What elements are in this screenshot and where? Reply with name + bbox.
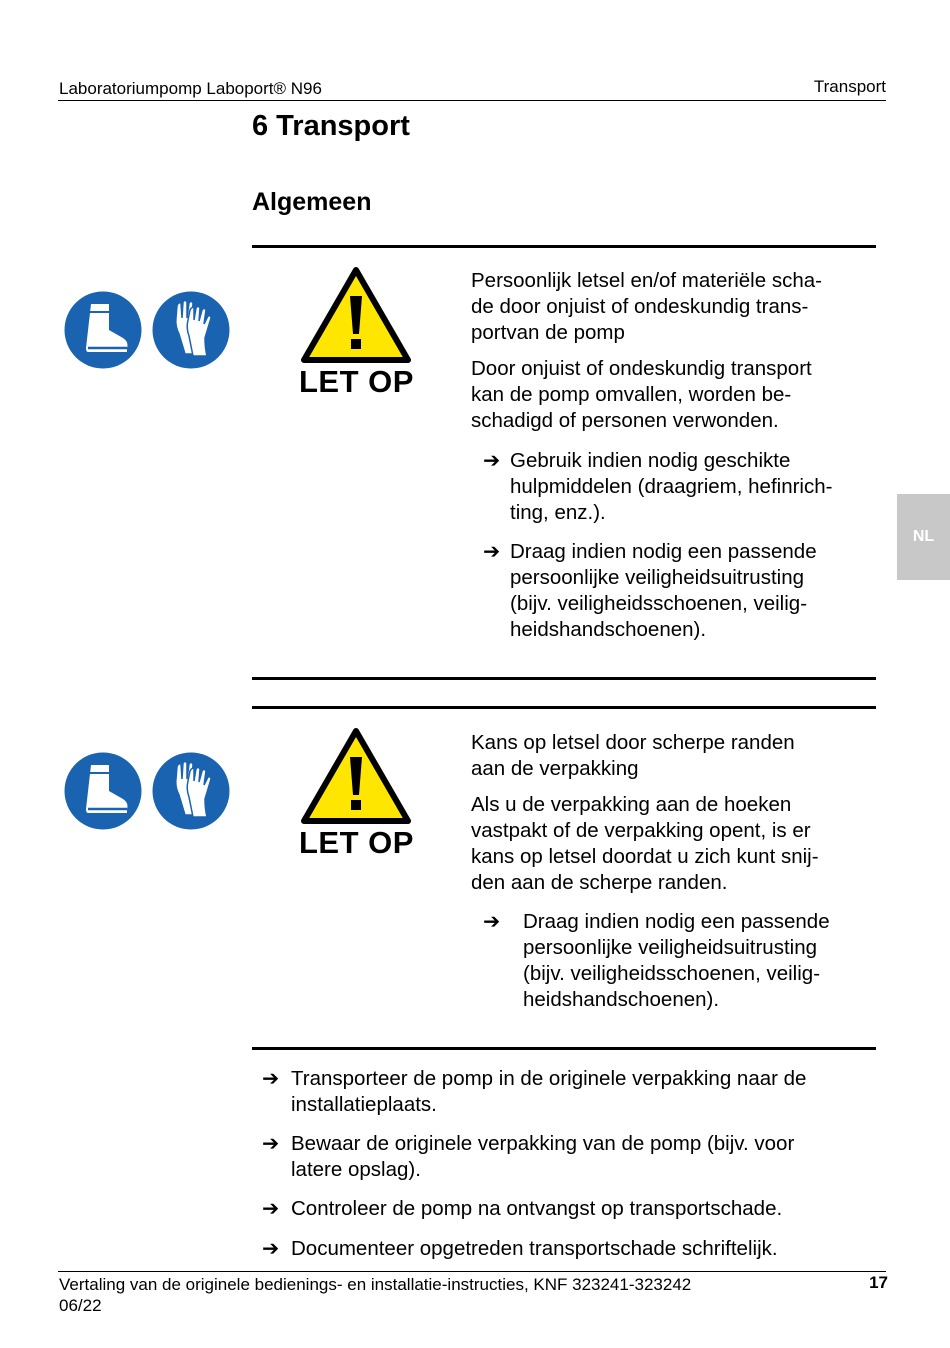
instruction-step bbox=[262, 1236, 872, 1262]
step-line: Gebruik indien nodig geschikte bbox=[510, 449, 791, 472]
footer-divider bbox=[58, 1271, 886, 1272]
arrow-right-icon: ➔ bbox=[483, 910, 501, 933]
warning-1-body-line: schadigd of personen verwonden. bbox=[471, 409, 779, 432]
header-divider bbox=[58, 100, 886, 101]
warning-2-body-line: Als u de verpakking aan de hoeken bbox=[471, 793, 792, 816]
step-line: ting, enz.). bbox=[510, 501, 606, 524]
warning-2-top-rule bbox=[252, 706, 876, 709]
signal-word-caution: LET OP bbox=[299, 364, 414, 399]
warning-1-headline bbox=[471, 268, 871, 346]
instruction-line: Transporteer de pomp in de originele verpakking naar de bbox=[291, 1067, 807, 1090]
step-line: Draag indien nodig een passende bbox=[523, 910, 830, 933]
warning-2-step bbox=[483, 909, 873, 1013]
warning-1-body bbox=[471, 356, 871, 434]
header-document-title: Laboratoriumpomp Laboport® N96 bbox=[59, 79, 322, 98]
warning-2-bottom-rule bbox=[252, 1047, 876, 1050]
footer-note bbox=[59, 1274, 691, 1316]
chapter-title: 6 Transport bbox=[252, 110, 410, 142]
step-line: (bijv. veiligheidsschoenen, veilig- bbox=[510, 592, 808, 615]
warning-1-step bbox=[483, 539, 873, 643]
safety-gloves-icon bbox=[149, 288, 233, 372]
warning-1-body-line: Door onjuist of ondeskundig transport bbox=[471, 357, 812, 380]
warning-2-body-line: vastpakt of de verpakking opent, is er bbox=[471, 819, 811, 842]
instruction-step bbox=[262, 1196, 872, 1222]
footer-translation-note: Vertaling van de originele bedienings- en installatie-instructies, KNF 323241-323242 bbox=[59, 1275, 692, 1294]
safety-gloves-icon bbox=[149, 749, 233, 833]
instruction-line: Bewaar de originele verpakking van de pomp (bijv. voor bbox=[291, 1132, 795, 1155]
step-line: heidshandschoenen). bbox=[523, 988, 720, 1011]
arrow-right-icon: ➔ bbox=[262, 1132, 280, 1155]
warning-triangle-icon bbox=[300, 266, 412, 364]
safety-boot-icon bbox=[61, 749, 145, 833]
step-line: hulpmiddelen (draagriem, hefinrich- bbox=[510, 475, 833, 498]
arrow-right-icon: ➔ bbox=[262, 1197, 280, 1220]
instruction-line: Documenteer opgetreden transportschade schriftelijk. bbox=[291, 1237, 778, 1260]
warning-2-headline bbox=[471, 730, 871, 782]
instruction-line: Controleer de pomp na ontvangst op transportschade. bbox=[291, 1197, 783, 1220]
signal-word-caution: LET OP bbox=[299, 825, 414, 860]
warning-1-step bbox=[483, 448, 873, 526]
safety-boot-icon bbox=[61, 288, 145, 372]
warning-1-body-line: kan de pomp omvallen, worden be- bbox=[471, 383, 792, 406]
arrow-right-icon: ➔ bbox=[262, 1237, 280, 1260]
page-number: 17 bbox=[869, 1273, 888, 1292]
arrow-right-icon: ➔ bbox=[483, 540, 501, 563]
instruction-step bbox=[262, 1066, 872, 1118]
warning-2-body-line: den aan de scherpe randen. bbox=[471, 871, 728, 894]
arrow-right-icon: ➔ bbox=[483, 449, 501, 472]
warning-triangle-icon bbox=[300, 727, 412, 825]
footer-date: 06/22 bbox=[59, 1296, 102, 1315]
warning-1-headline-line: de door onjuist of ondeskundig trans- bbox=[471, 295, 809, 318]
instruction-line: latere opslag). bbox=[291, 1158, 421, 1181]
warning-1-top-rule bbox=[252, 245, 876, 248]
warning-1-headline-line: Persoonlijk letsel en/of materiële scha- bbox=[471, 269, 822, 292]
arrow-right-icon: ➔ bbox=[262, 1067, 280, 1090]
header-section-name: Transport bbox=[813, 77, 886, 96]
instruction-step bbox=[262, 1131, 872, 1183]
step-line: (bijv. veiligheidsschoenen, veilig- bbox=[523, 962, 821, 985]
warning-1-bottom-rule bbox=[252, 677, 876, 680]
warning-2-headline-line: Kans op letsel door scherpe randen bbox=[471, 731, 795, 754]
step-line: persoonlijke veiligheidsuitrusting bbox=[510, 566, 804, 589]
section-title: Algemeen bbox=[252, 188, 372, 216]
warning-2-body bbox=[471, 792, 871, 896]
language-tab: NL bbox=[897, 494, 950, 580]
step-line: heidshandschoenen). bbox=[510, 618, 707, 641]
instruction-line: installatieplaats. bbox=[291, 1093, 437, 1116]
warning-1-headline-line: portvan de pomp bbox=[471, 321, 625, 344]
warning-2-body-line: kans op letsel doordat u zich kunt snij- bbox=[471, 845, 819, 868]
step-line: persoonlijke veiligheidsuitrusting bbox=[523, 936, 817, 959]
warning-2-headline-line: aan de verpakking bbox=[471, 757, 639, 780]
step-line: Draag indien nodig een passende bbox=[510, 540, 817, 563]
